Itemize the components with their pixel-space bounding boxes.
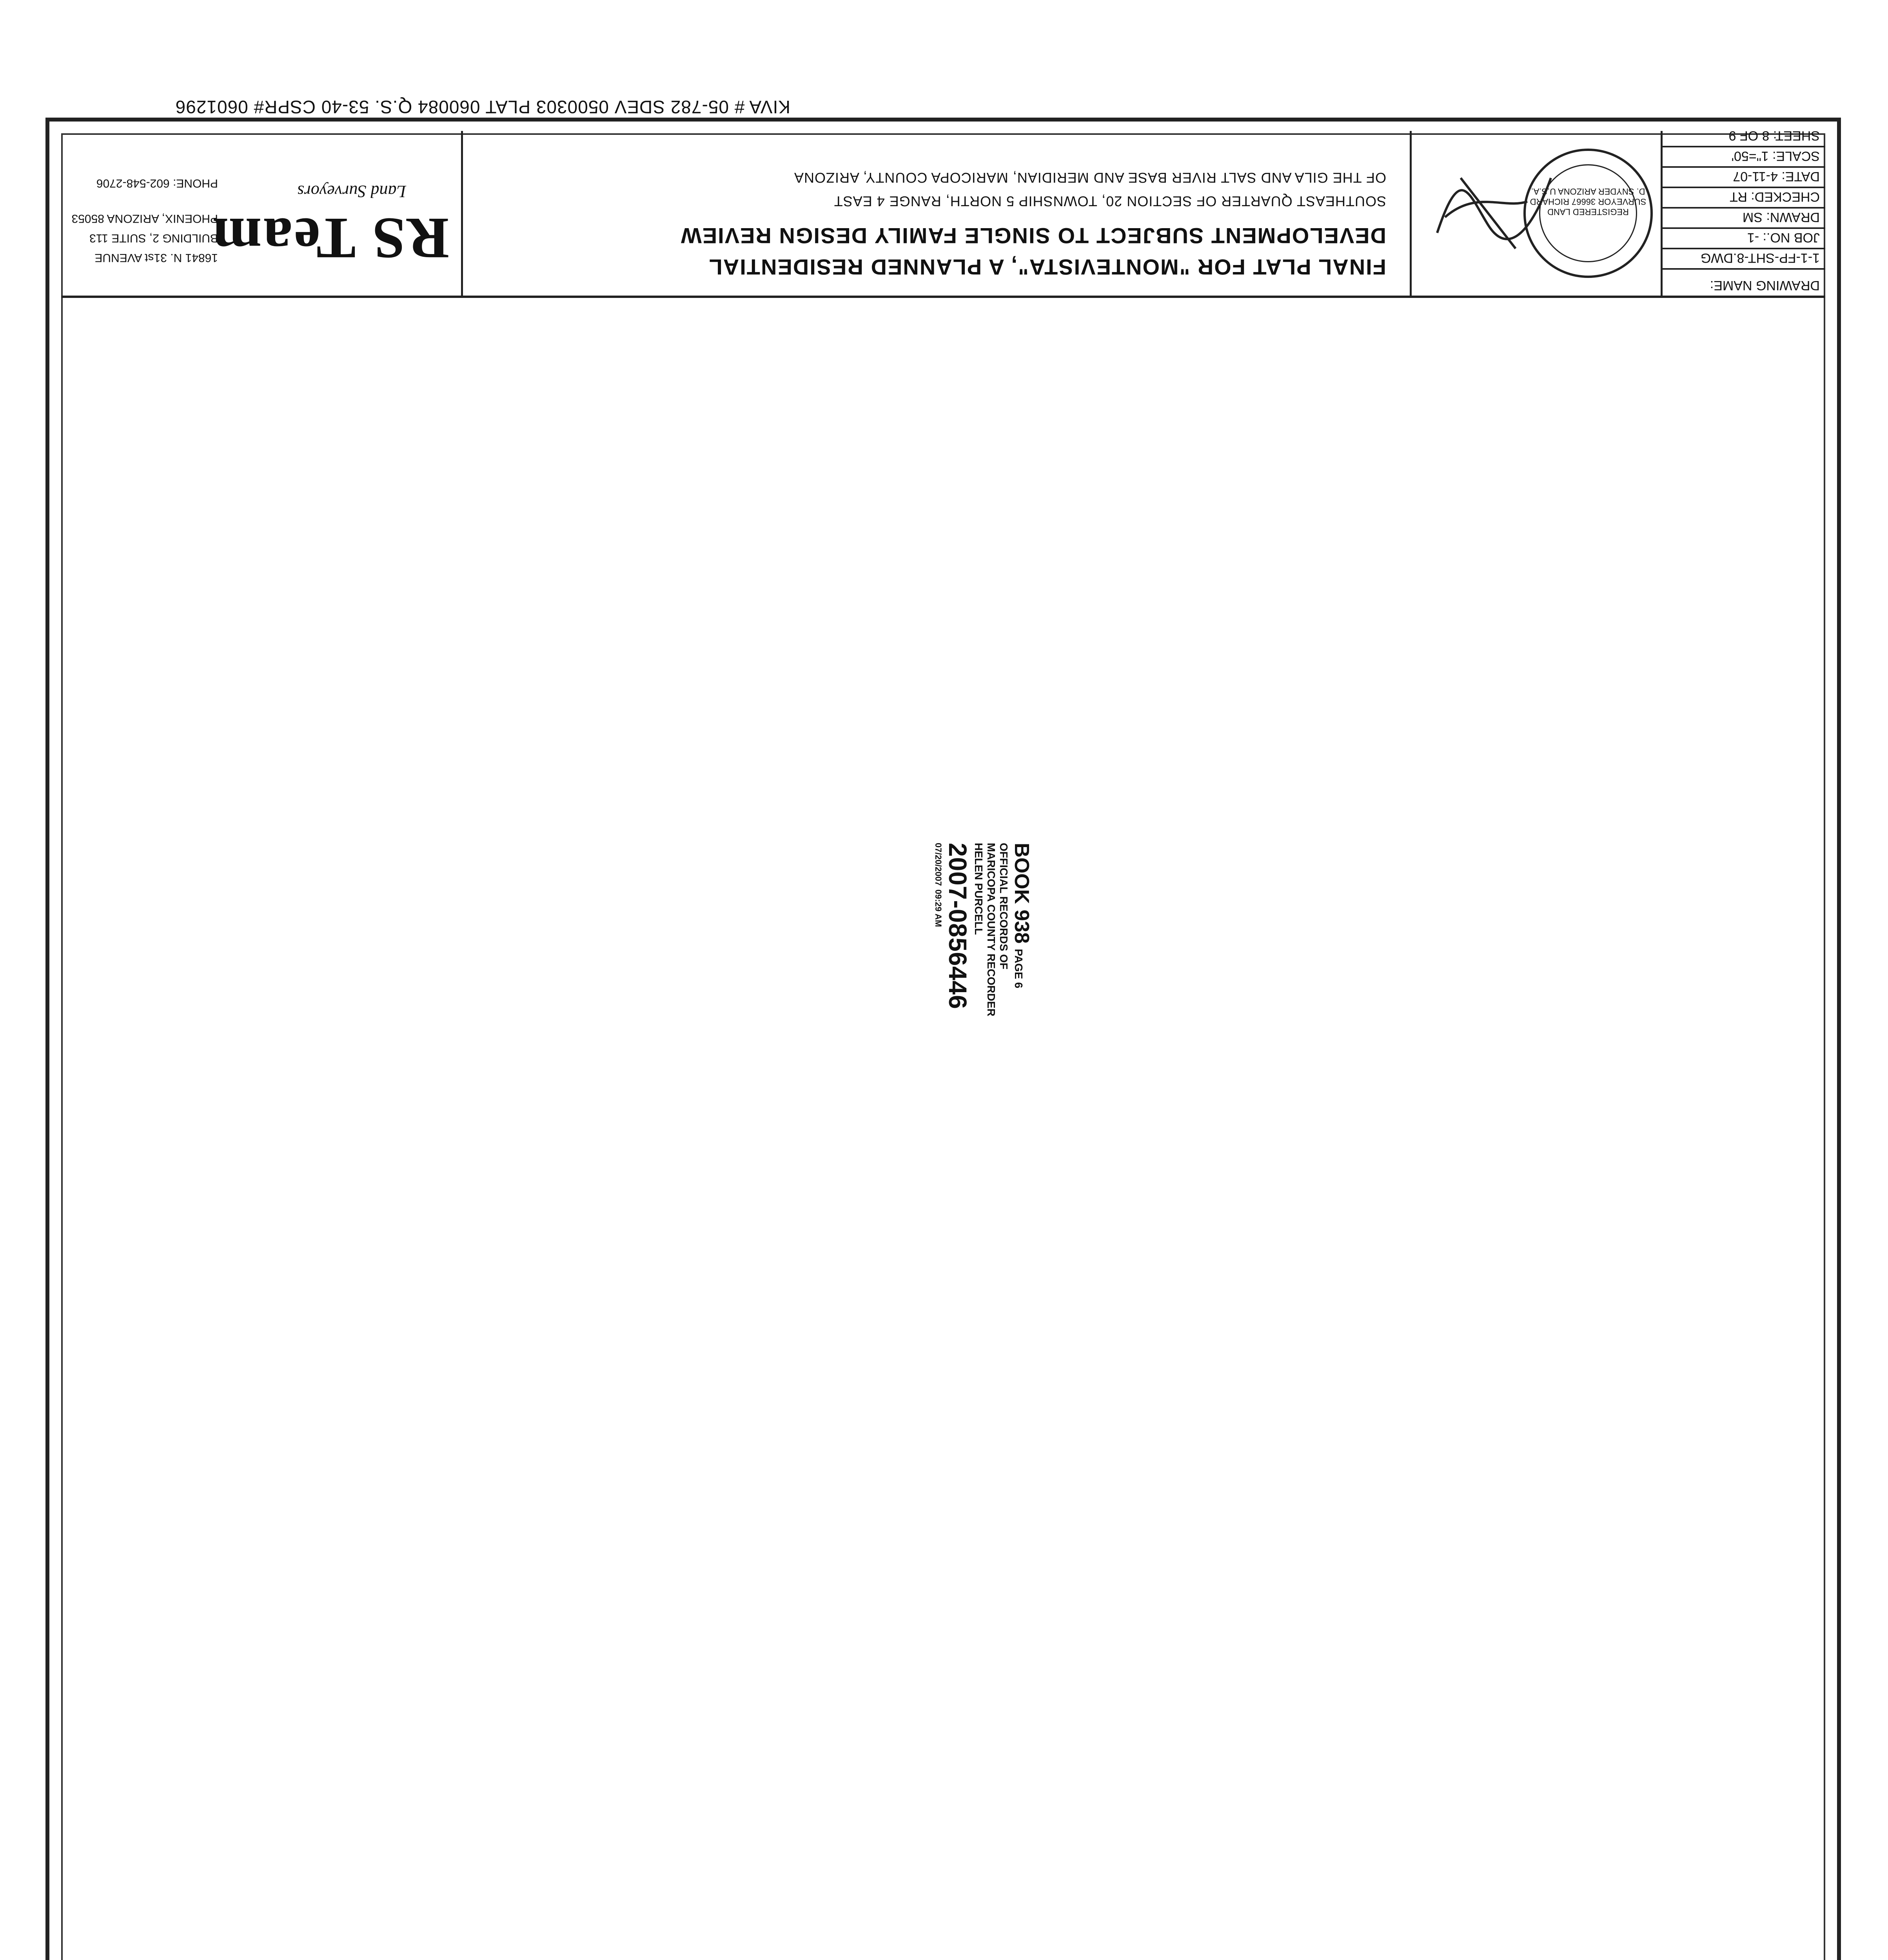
checked-by: CHECKED: RT — [1663, 187, 1825, 207]
plat-scale: SCALE: 1"=50' — [1663, 146, 1825, 166]
seal-text: REGISTERED LAND SURVEYOR 36667 RICHARD D. SNYDER ARIZONA U.S.A. — [1530, 187, 1647, 217]
surveyor-signature — [1414, 147, 1563, 280]
sheet-number: SHEET: 8 OF 9 — [1728, 128, 1820, 143]
firm-tagline: Land Surveyors — [297, 182, 406, 201]
recorder-date: 07/20/2007 — [933, 843, 943, 886]
recorder-name: HELEN PURCELL — [973, 843, 985, 935]
recorder-time: 09:29 AM — [933, 889, 943, 927]
plat-title-line1: FINAL PLAT FOR "MONTEVISTA", A PLANNED RESIDENTIAL — [708, 255, 1386, 279]
seal-column — [1410, 131, 1661, 296]
drawn-by: DRAWN: SM — [1663, 207, 1825, 227]
firm-address-line1: 16841 N. 31st AVENUE — [94, 251, 218, 264]
kiva-permit-line: KIVA # 05-782 SDEV 0500303 PLAT 060084 Q.S. 53-40 CSPR# 0601296 — [175, 97, 790, 117]
plat-title-line2: DEVELOPMENT SUBJECT TO SINGLE FAMILY DESIGN REVIEW — [680, 223, 1386, 248]
job-number: JOB NO.: -1 — [1663, 227, 1825, 248]
firm-logo: RS Team — [211, 206, 449, 271]
recorder-book: BOOK 938 — [1010, 843, 1033, 944]
line-tables — [124, 321, 1810, 1960]
recorder-page: PAGE 6 — [1013, 949, 1025, 989]
plat-title-column — [461, 131, 1410, 296]
plat-date: DATE: 4-11-07 — [1663, 166, 1825, 187]
drawing-info-column — [1661, 128, 1825, 296]
drawing-file: 1-1-FP-SHT-8.DWG — [1663, 248, 1825, 268]
firm-column — [61, 131, 461, 296]
firm-phone: PHONE: 602-548-2706 — [96, 177, 218, 190]
recorder-office-line1: OFFICIAL RECORDS OF — [998, 843, 1010, 970]
plat-location-line2: OF THE GILA AND SALT RIVER BASE AND MERIDIAN, MARICOPA COUNTY, ARIZONA — [793, 170, 1386, 186]
firm-address-line3: PHOENIX, ARIZONA 85053 — [71, 212, 218, 225]
firm-address-line2: BUILDING 2, SUITE 113 — [89, 232, 218, 245]
recorder-document-number: 2007-0856446 — [944, 843, 972, 1009]
plat-location-line1: SOUTHEAST QUARTER OF SECTION 20, TOWNSHIP 5 NORTH, RANGE 4 EAST — [833, 193, 1386, 209]
recorder-office-line2: MARICOPA COUNTY RECORDER — [985, 843, 997, 1016]
title-block — [61, 128, 1825, 298]
drawing-name-label: DRAWING NAME: — [1663, 268, 1825, 296]
